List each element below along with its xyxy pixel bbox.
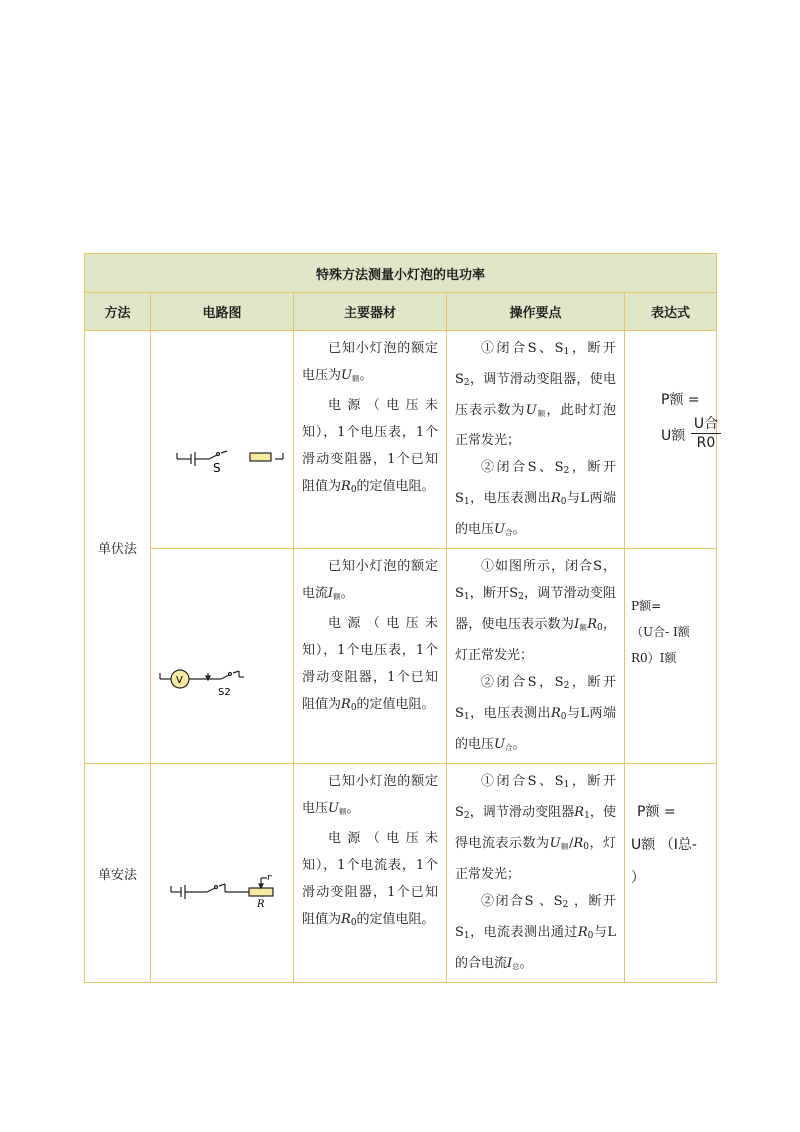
equipment-cell: 已知小灯泡的额定电流$I_额$。 电源（电压未知），1个电压表，1个滑动变阻器，1个已知阻值为$R_0$的定值电阻。 <box>294 549 447 764</box>
circuit-voltmeter-1-drawing <box>151 331 294 520</box>
expression-cell <box>625 764 717 983</box>
table-row <box>85 331 717 549</box>
header-circuit: 电路图 <box>151 293 294 331</box>
circuit-diagram <box>151 331 294 549</box>
method-voltmeter: 单伏法 <box>85 331 151 764</box>
fraction-numerator: U合 <box>691 415 721 434</box>
expression-line: U额 （I总- <box>631 837 697 853</box>
expression-cell <box>625 331 717 549</box>
steps-cell: ①闭合S、$S_1$，断开$S_2$，调节滑动变阻器$R_1$，使得电流表示数为$U_额/R_0$，灯正常发光； ②闭合S 、$S_2$ ，断开$S_1$，电流表测出通过$R_0$与L的合电流$I_总$。 <box>447 764 625 983</box>
header-equipment: 主要器材 <box>294 293 447 331</box>
expression-line: P额 = <box>661 392 700 408</box>
table-row <box>85 549 717 764</box>
rheostat-r-label: R <box>257 899 265 910</box>
circuit-diagram <box>151 764 294 983</box>
method-ammeter: 单安法 <box>85 764 151 983</box>
expression-line: R0）I额 <box>631 651 677 665</box>
header-steps: 操作要点 <box>447 293 625 331</box>
expression-line: P额 = <box>637 804 676 820</box>
switch-s-label: S <box>213 461 221 475</box>
voltmeter-label: V <box>176 675 183 686</box>
expression-line: P额= <box>631 599 662 613</box>
header-method: 方法 <box>85 293 151 331</box>
equipment-cell: 已知小灯泡的额定电压$U_额$。 电源（电压未知），1个电流表，1个滑动变阻器，1个已知阻值为$R_0$的定值电阻。 <box>294 764 447 983</box>
steps-cell: ①如图所示，闭合S，$S_1$，断开$S_2$，调节滑动变阻器，使电压表示数为$I_额R_0$，灯正常发光； ②闭合S，$S_2$，断开$S_1$，电压表测出$R_0$与L两端的电压$U_合$。 <box>447 549 625 764</box>
slider-r-label: r <box>267 873 272 883</box>
equipment-cell: 已知小灯泡的额定电压为$U_额$。 电源（电压未知），1个电压表，1个滑动变阻器，1个已知阻值为$R_0$的定值电阻。 <box>294 331 447 549</box>
switch-s2-label: S2 <box>218 687 231 698</box>
table-title: 特殊方法测量小灯泡的电功率 <box>85 254 717 293</box>
steps-cell: ①闭合S、$S_1$，断开$S_2$，调节滑动变阻器，使电压表示数为$U_额$，此时灯泡正常发光； ②闭合S、$S_2$，断开$S_1$，电压表测出$R_0$与L两端的电压$U_合$。 <box>447 331 625 549</box>
expression-cell <box>625 549 717 764</box>
expression-line: ） <box>631 870 645 886</box>
table-row <box>85 764 717 983</box>
circuit-ammeter-drawing <box>151 764 294 953</box>
power-measurement-table <box>84 253 717 983</box>
circuit-diagram <box>151 549 294 764</box>
expression-line: （U合- I额 <box>631 625 690 639</box>
fraction-denominator: R0 <box>696 435 716 451</box>
header-expression: 表达式 <box>625 293 717 331</box>
circuit-voltmeter-2-drawing <box>151 549 294 738</box>
expression-prefix: U额 <box>661 428 686 444</box>
